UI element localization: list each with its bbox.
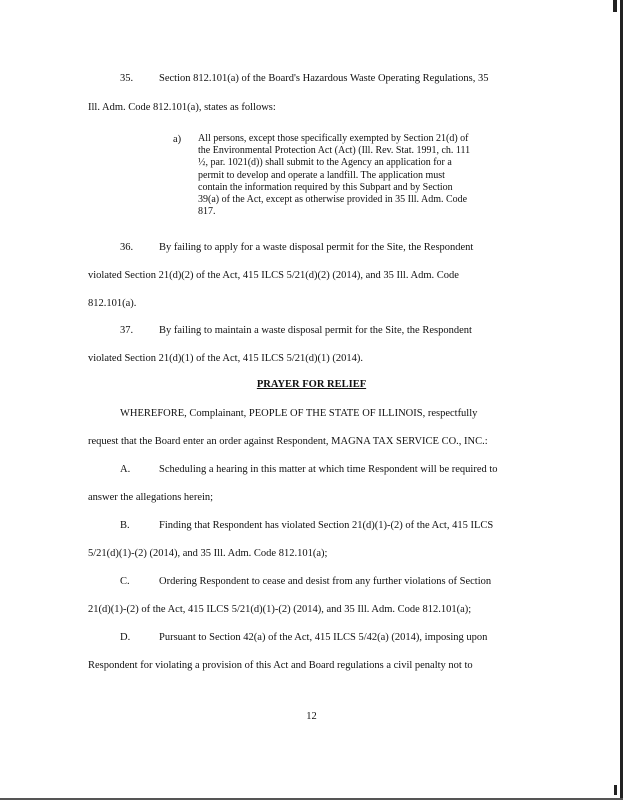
- quote-line: All persons, except those specifically exempted by Section 21(d) of: [198, 133, 469, 144]
- paragraph-37-number: 37.: [120, 325, 134, 336]
- paragraph-36-line-3: 812.101(a).: [88, 298, 137, 309]
- item-d-letter: D.: [120, 632, 131, 643]
- item-c-letter: C.: [120, 576, 130, 587]
- quote-line: ½, par. 1021(d)) shall submit to the Agency an application for a: [198, 157, 452, 169]
- item-b-line-1: Finding that Respondent has violated Section 21(d)(1)-(2) of the Act, 415 ILCS: [159, 520, 494, 531]
- paragraph-35-number: 35.: [120, 73, 134, 84]
- scan-mark-bottom: [614, 785, 617, 795]
- quote-line: 817.: [198, 206, 216, 218]
- item-d-line-1: Pursuant to Section 42(a) of the Act, 415 ILCS 5/42(a) (2014), imposing upon: [159, 632, 488, 643]
- paragraph-37-line-2: violated Section 21(d)(1) of the Act, 415 ILCS 5/21(d)(1) (2014).: [88, 353, 363, 364]
- paragraph-36-number: 36.: [120, 242, 134, 253]
- quote-line: 39(a) of the Act, except as otherwise provided in 35 Ill. Adm. Code: [198, 194, 468, 206]
- item-a-line-2: answer the allegations herein;: [88, 492, 214, 503]
- item-a-letter: A.: [120, 464, 131, 475]
- paragraph-37-line-1: By failing to maintain a waste disposal permit for the Site, the Respondent: [159, 325, 472, 336]
- scan-mark-top: [613, 0, 617, 12]
- quote-line: permit to develop and operate a landfill. The application must: [198, 169, 445, 181]
- regulation-quote: [198, 133, 528, 218]
- page-number: 12: [306, 711, 317, 722]
- wherefore-line-1: WHEREFORE, Complainant, PEOPLE OF THE STATE OF ILLINOIS, respectfully: [120, 408, 478, 419]
- paragraph-36-line-1: By failing to apply for a waste disposal permit for the Site, the Respondent: [159, 242, 474, 253]
- item-a-line-1: Scheduling a hearing in this matter at which time Respondent will be required to: [159, 464, 498, 475]
- paragraph-35-line-1: Section 812.101(a) of the Board's Hazardous Waste Operating Regulations, 35: [159, 73, 489, 84]
- item-c-line-2: 21(d)(1)-(2) of the Act, 415 ILCS 5/21(d)(1)-(2) (2014), and 35 Ill. Adm. Code 812.101(a);: [88, 604, 472, 615]
- wherefore-line-2: request that the Board enter an order against Respondent, MAGNA TAX SERVICE CO., INC.:: [88, 436, 488, 447]
- quote-line: the Environmental Protection Act (Act) (Ill. Rev. Stat. 1991, ch. 111: [198, 145, 471, 157]
- paragraph-36-line-2: violated Section 21(d)(2) of the Act, 415 ILCS 5/21(d)(2) (2014), and 35 Ill. Adm. Code: [88, 270, 459, 281]
- item-c-line-1: Ordering Respondent to cease and desist from any further violations of Section: [159, 576, 492, 587]
- paragraph-35-line-2: Ill. Adm. Code 812.101(a), states as follows:: [88, 102, 276, 113]
- quote-line: contain the information required by this Subpart and by Section: [198, 181, 453, 193]
- item-b-line-2: 5/21(d)(1)-(2) (2014), and 35 Ill. Adm. Code 812.101(a);: [88, 548, 328, 559]
- quote-marker: a): [173, 134, 182, 145]
- item-d-line-2: Respondent for violating a provision of this Act and Board regulations a civil penalty not to: [88, 660, 473, 671]
- item-b-letter: B.: [120, 520, 130, 531]
- section-heading: PRAYER FOR RELIEF: [256, 379, 367, 390]
